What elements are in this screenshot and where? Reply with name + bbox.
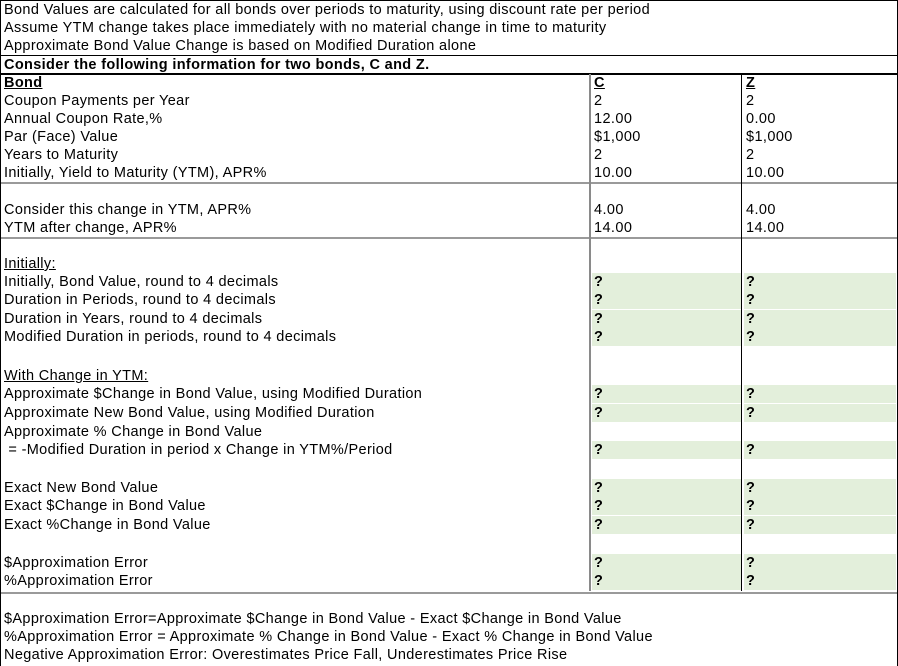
answer-cell-c[interactable]: ? — [592, 310, 741, 328]
with-change-row-label: Approximate $Change in Bond Value, using Modified Duration — [4, 386, 423, 402]
change-label: YTM after change, APR% — [4, 220, 177, 236]
answer-cell-z[interactable]: ? — [744, 328, 896, 346]
column-divider-z — [741, 74, 742, 591]
input-z-value[interactable]: 0.00 — [746, 111, 776, 127]
divider — [0, 182, 898, 184]
answer-cell-c[interactable]: ? — [592, 404, 741, 422]
answer-cell-c[interactable]: ? — [592, 497, 741, 515]
answer-cell-c[interactable]: ? — [592, 572, 741, 590]
pct-change-formula: = -Modified Duration in period x Change in YTM%/Period — [4, 442, 393, 458]
answer-cell-c[interactable]: ? — [592, 479, 741, 497]
bond-header-label: Bond — [4, 75, 43, 91]
answer-cell-z[interactable]: ? — [744, 441, 896, 459]
answer-cell-c[interactable]: ? — [592, 291, 741, 309]
note-modified-duration: Approximate Bond Value Change is based on Modified Duration alone — [4, 38, 477, 54]
initially-row-label: Modified Duration in periods, round to 4 decimals — [4, 329, 337, 345]
initially-row-label: Duration in Years, round to 4 decimals — [4, 311, 263, 327]
left-border — [0, 0, 1, 666]
answer-cell-c[interactable]: ? — [592, 554, 741, 572]
answer-cell-z[interactable]: ? — [744, 554, 896, 572]
input-label: Initially, Yield to Maturity (YTM), APR% — [4, 165, 267, 181]
initially-row-label: Initially, Bond Value, round to 4 decimals — [4, 274, 279, 290]
answer-cell-c[interactable]: ? — [592, 273, 741, 291]
initially-heading: Initially: — [4, 256, 56, 272]
error-row-label: %Approximation Error — [4, 573, 153, 589]
exact-row-label: Exact $Change in Bond Value — [4, 498, 206, 514]
answer-cell-c[interactable]: ? — [592, 385, 741, 403]
note-pct-error: %Approximation Error = Approximate % Change in Bond Value - Exact % Change in Bond Value — [4, 629, 653, 645]
input-z-value[interactable]: 2 — [746, 93, 755, 109]
change-z-value[interactable]: 4.00 — [746, 202, 776, 218]
error-row-label: $Approximation Error — [4, 555, 148, 571]
bond-z-header: Z — [746, 75, 756, 91]
divider — [0, 237, 898, 239]
answer-cell-z[interactable]: ? — [744, 497, 896, 515]
input-z-value[interactable]: $1,000 — [746, 129, 793, 145]
answer-cell-z[interactable]: ? — [744, 385, 896, 403]
answer-cell-z[interactable]: ? — [744, 516, 896, 534]
input-z-value[interactable]: 10.00 — [746, 165, 785, 181]
top-border — [0, 0, 898, 1]
bond-c-header: C — [594, 75, 605, 91]
answer-cell-z[interactable]: ? — [744, 572, 896, 590]
answer-cell-c[interactable]: ? — [592, 516, 741, 534]
with-change-row-label: Approximate New Bond Value, using Modified Duration — [4, 405, 375, 421]
change-c-value[interactable]: 4.00 — [594, 202, 624, 218]
answer-cell-z[interactable]: ? — [744, 479, 896, 497]
answer-cell-z[interactable]: ? — [744, 404, 896, 422]
change-c-value[interactable]: 14.00 — [594, 220, 633, 236]
answer-cell-z[interactable]: ? — [744, 273, 896, 291]
input-c-value[interactable]: 12.00 — [594, 111, 633, 127]
input-label: Years to Maturity — [4, 147, 119, 163]
input-z-value[interactable]: 2 — [746, 147, 755, 163]
input-label: Annual Coupon Rate,% — [4, 111, 163, 127]
answer-cell-c[interactable]: ? — [592, 441, 741, 459]
change-label: Consider this change in YTM, APR% — [4, 202, 252, 218]
input-c-value[interactable]: 10.00 — [594, 165, 633, 181]
input-label: Par (Face) Value — [4, 129, 119, 145]
column-shadow-c — [589, 74, 591, 591]
change-z-value[interactable]: 14.00 — [746, 220, 785, 236]
with-change-heading: With Change in YTM: — [4, 368, 149, 384]
pct-change-label: Approximate % Change in Bond Value — [4, 424, 263, 440]
input-label: Coupon Payments per Year — [4, 93, 190, 109]
note-ytm-change: Assume YTM change takes place immediately with no material change in time to maturity — [4, 20, 607, 36]
answer-cell-z[interactable]: ? — [744, 310, 896, 328]
note-discount-rate: Bond Values are calculated for all bonds over periods to maturity, using discount rate per period — [4, 2, 650, 18]
input-c-value[interactable]: 2 — [594, 93, 603, 109]
exact-row-label: Exact %Change in Bond Value — [4, 517, 211, 533]
exact-row-label: Exact New Bond Value — [4, 480, 159, 496]
input-c-value[interactable]: 2 — [594, 147, 603, 163]
divider — [0, 592, 898, 594]
note-dollar-error: $Approximation Error=Approximate $Change in Bond Value - Exact $Change in Bond Value — [4, 611, 622, 627]
note-negative-error: Negative Approximation Error: Overestimates Price Fall, Underestimates Price Rise — [4, 647, 568, 663]
input-c-value[interactable]: $1,000 — [594, 129, 641, 145]
answer-cell-z[interactable]: ? — [744, 291, 896, 309]
answer-cell-c[interactable]: ? — [592, 328, 741, 346]
consider-heading: Consider the following information for two bonds, C and Z. — [4, 57, 430, 73]
initially-row-label: Duration in Periods, round to 4 decimals — [4, 292, 276, 308]
